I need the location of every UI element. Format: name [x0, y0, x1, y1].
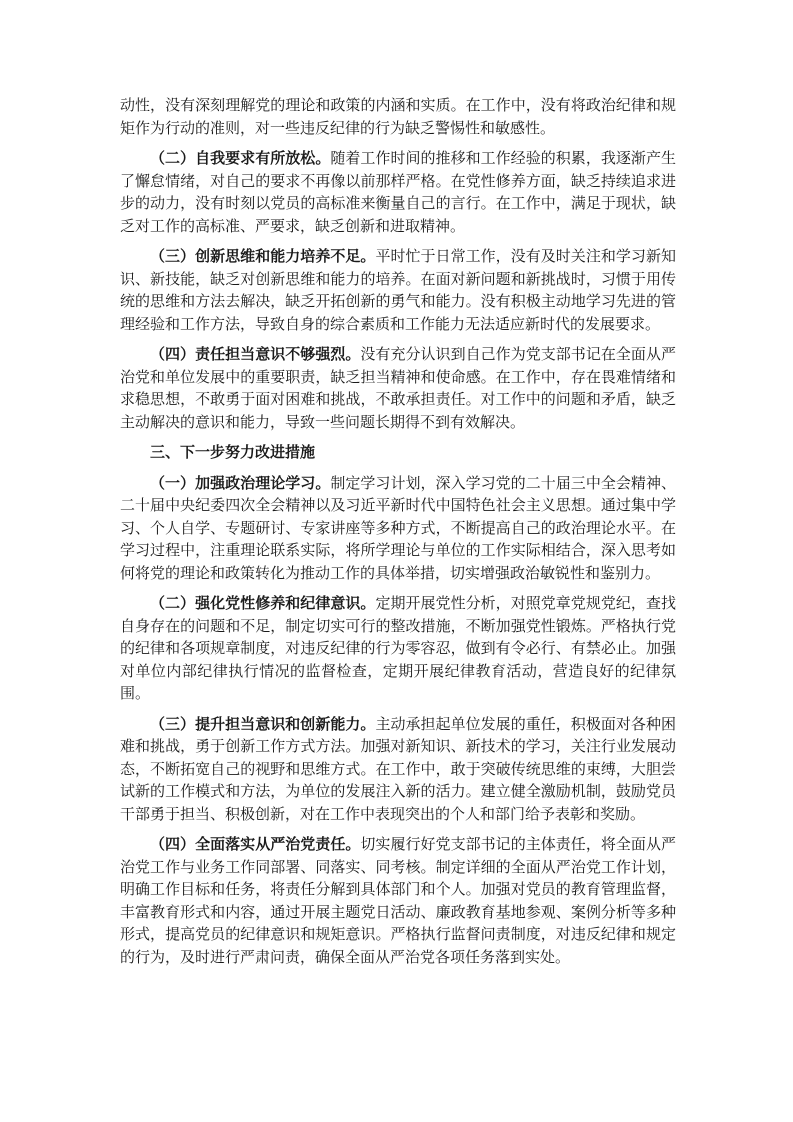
document-page: [120, 94, 676, 976]
paragraph-strict-governance: [120, 833, 676, 968]
paragraph-theory-study: [120, 472, 676, 585]
paragraph-self-discipline: [120, 147, 676, 237]
paragraph-continuation: [120, 94, 676, 139]
paragraph-body: 制定学习计划，深入学习党的二十届三中全会精神、二十届中央纪委四次全会精神以及习近平新时代中国特色社会主义思想。通过集中学习、个人自学、专题研讨、专家讲座等多种方式，不断提高自己的政治理论水平。在学习过程中，注重理论联系实际，将所学理论与单位的工作实际相结合，深入思考如何将党的理论和政策转化为推动工作的具体举措，切实增强政治敏锐性和鉴别力。: [120, 473, 676, 582]
paragraph-body: 切实履行好党支部书记的主体责任，将全面从严治党工作与业务工作同部署、同落实、同考核。制定详细的全面从严治党工作计划，明确工作目标和任务，将责任分解到具体部门和个人。加强对党员的教育管理监督，丰富教育形式和内容，通过开展主题党日活动、廉政教育基地参观、案例分析等多种形式，提高党员的纪律意识和规矩意识。严格执行监督问责制度，对违反纪律和规定的行为，及时进行严肃问责，确保全面从严治党各项任务落到实处。: [120, 835, 676, 966]
paragraph-body: 定期开展党性分析，对照党章党规党纪，查找自身存在的问题和不足，制定切实可行的整改措施，不断加强党性锻炼。严格执行党的纪律和各项规章制度，对违反纪律的行为零容忍，做到有令必行、有禁必止。加强对单位内部纪律执行情况的监督检查，定期开展纪律教育活动，营造良好的纪律氛围。: [120, 594, 676, 702]
paragraph-lead: （一）加强政治理论学习。: [150, 473, 331, 492]
paragraph-body: 随着工作时间的推移和工作经验的积累，我逐渐产生了懈怠情绪，对自己的要求不再像以前那样严格。在党性修养方面，缺乏持续追求进步的动力，没有时刻以党员的高标准来衡量自己的言行。在工作中，满足于现状，缺乏对工作的高标准、严要求，缺乏创新和进取精神。: [120, 149, 676, 235]
paragraph-body: 主动承担起单位发展的重任，积极面对各种困难和挑战，勇于创新工作方式方法。加强对新知识、新技术的学习，关注行业发展动态，不断拓宽自己的视野和思维方式。在工作中，敢于突破传统思维的束缚，大胆尝试新的工作模式和方法，为单位的发展注入新的活力。建立健全激励机制，鼓励党员干部勇于担当、积极创新，对在工作中表现突出的个人和部门给予表彰和奖励。: [120, 714, 676, 823]
paragraph-body: 动性，没有深刻理解党的理论和政策的内涵和实质。在工作中，没有将政治纪律和规矩作为行动的准则，对一些违反纪律的行为缺乏警惕性和敏感性。: [120, 96, 676, 137]
paragraph-lead: （三）提升担当意识和创新能力。: [150, 714, 376, 733]
paragraph-body: 平时忙于日常工作，没有及时关注和学习新知识、新技能，缺乏对创新思维和能力的培养。在面对新问题和新挑战时，习惯于用传统的思维和方法去解决，缺乏开拓创新的勇气和能力。没有积极主动地学习先进的管理经验和工作方法，导致自身的综合素质和工作能力无法适应新时代的发展要求。: [120, 247, 676, 333]
section-heading: 三、下一步努力改进措施: [150, 443, 316, 461]
paragraph-lead: （四）责任担当意识不够强烈。: [150, 345, 361, 363]
paragraph-body: 没有充分认识到自己作为党支部书记在全面从严治党和单位发展中的重要职责，缺乏担当精神和使命感。在工作中，存在畏难情绪和求稳思想，不敢勇于面对困难和挑战，不敢承担责任。对工作中的问题和矛盾，缺乏主动解决的意识和能力，导致一些问题长期得不到有效解决。: [120, 345, 676, 431]
paragraph-lead: （三）创新思维和能力培养不足。: [150, 247, 376, 265]
paragraph-innovation-capacity: [120, 713, 676, 826]
paragraph-innovation: [120, 245, 676, 335]
paragraph-lead: （二）强化党性修养和纪律意识。: [150, 594, 376, 612]
paragraph-lead: （四）全面落实从严治党责任。: [150, 835, 361, 853]
paragraph-lead: （二）自我要求有所放松。: [150, 149, 331, 167]
paragraph-party-spirit: [120, 592, 676, 705]
paragraph-responsibility: [120, 343, 676, 433]
